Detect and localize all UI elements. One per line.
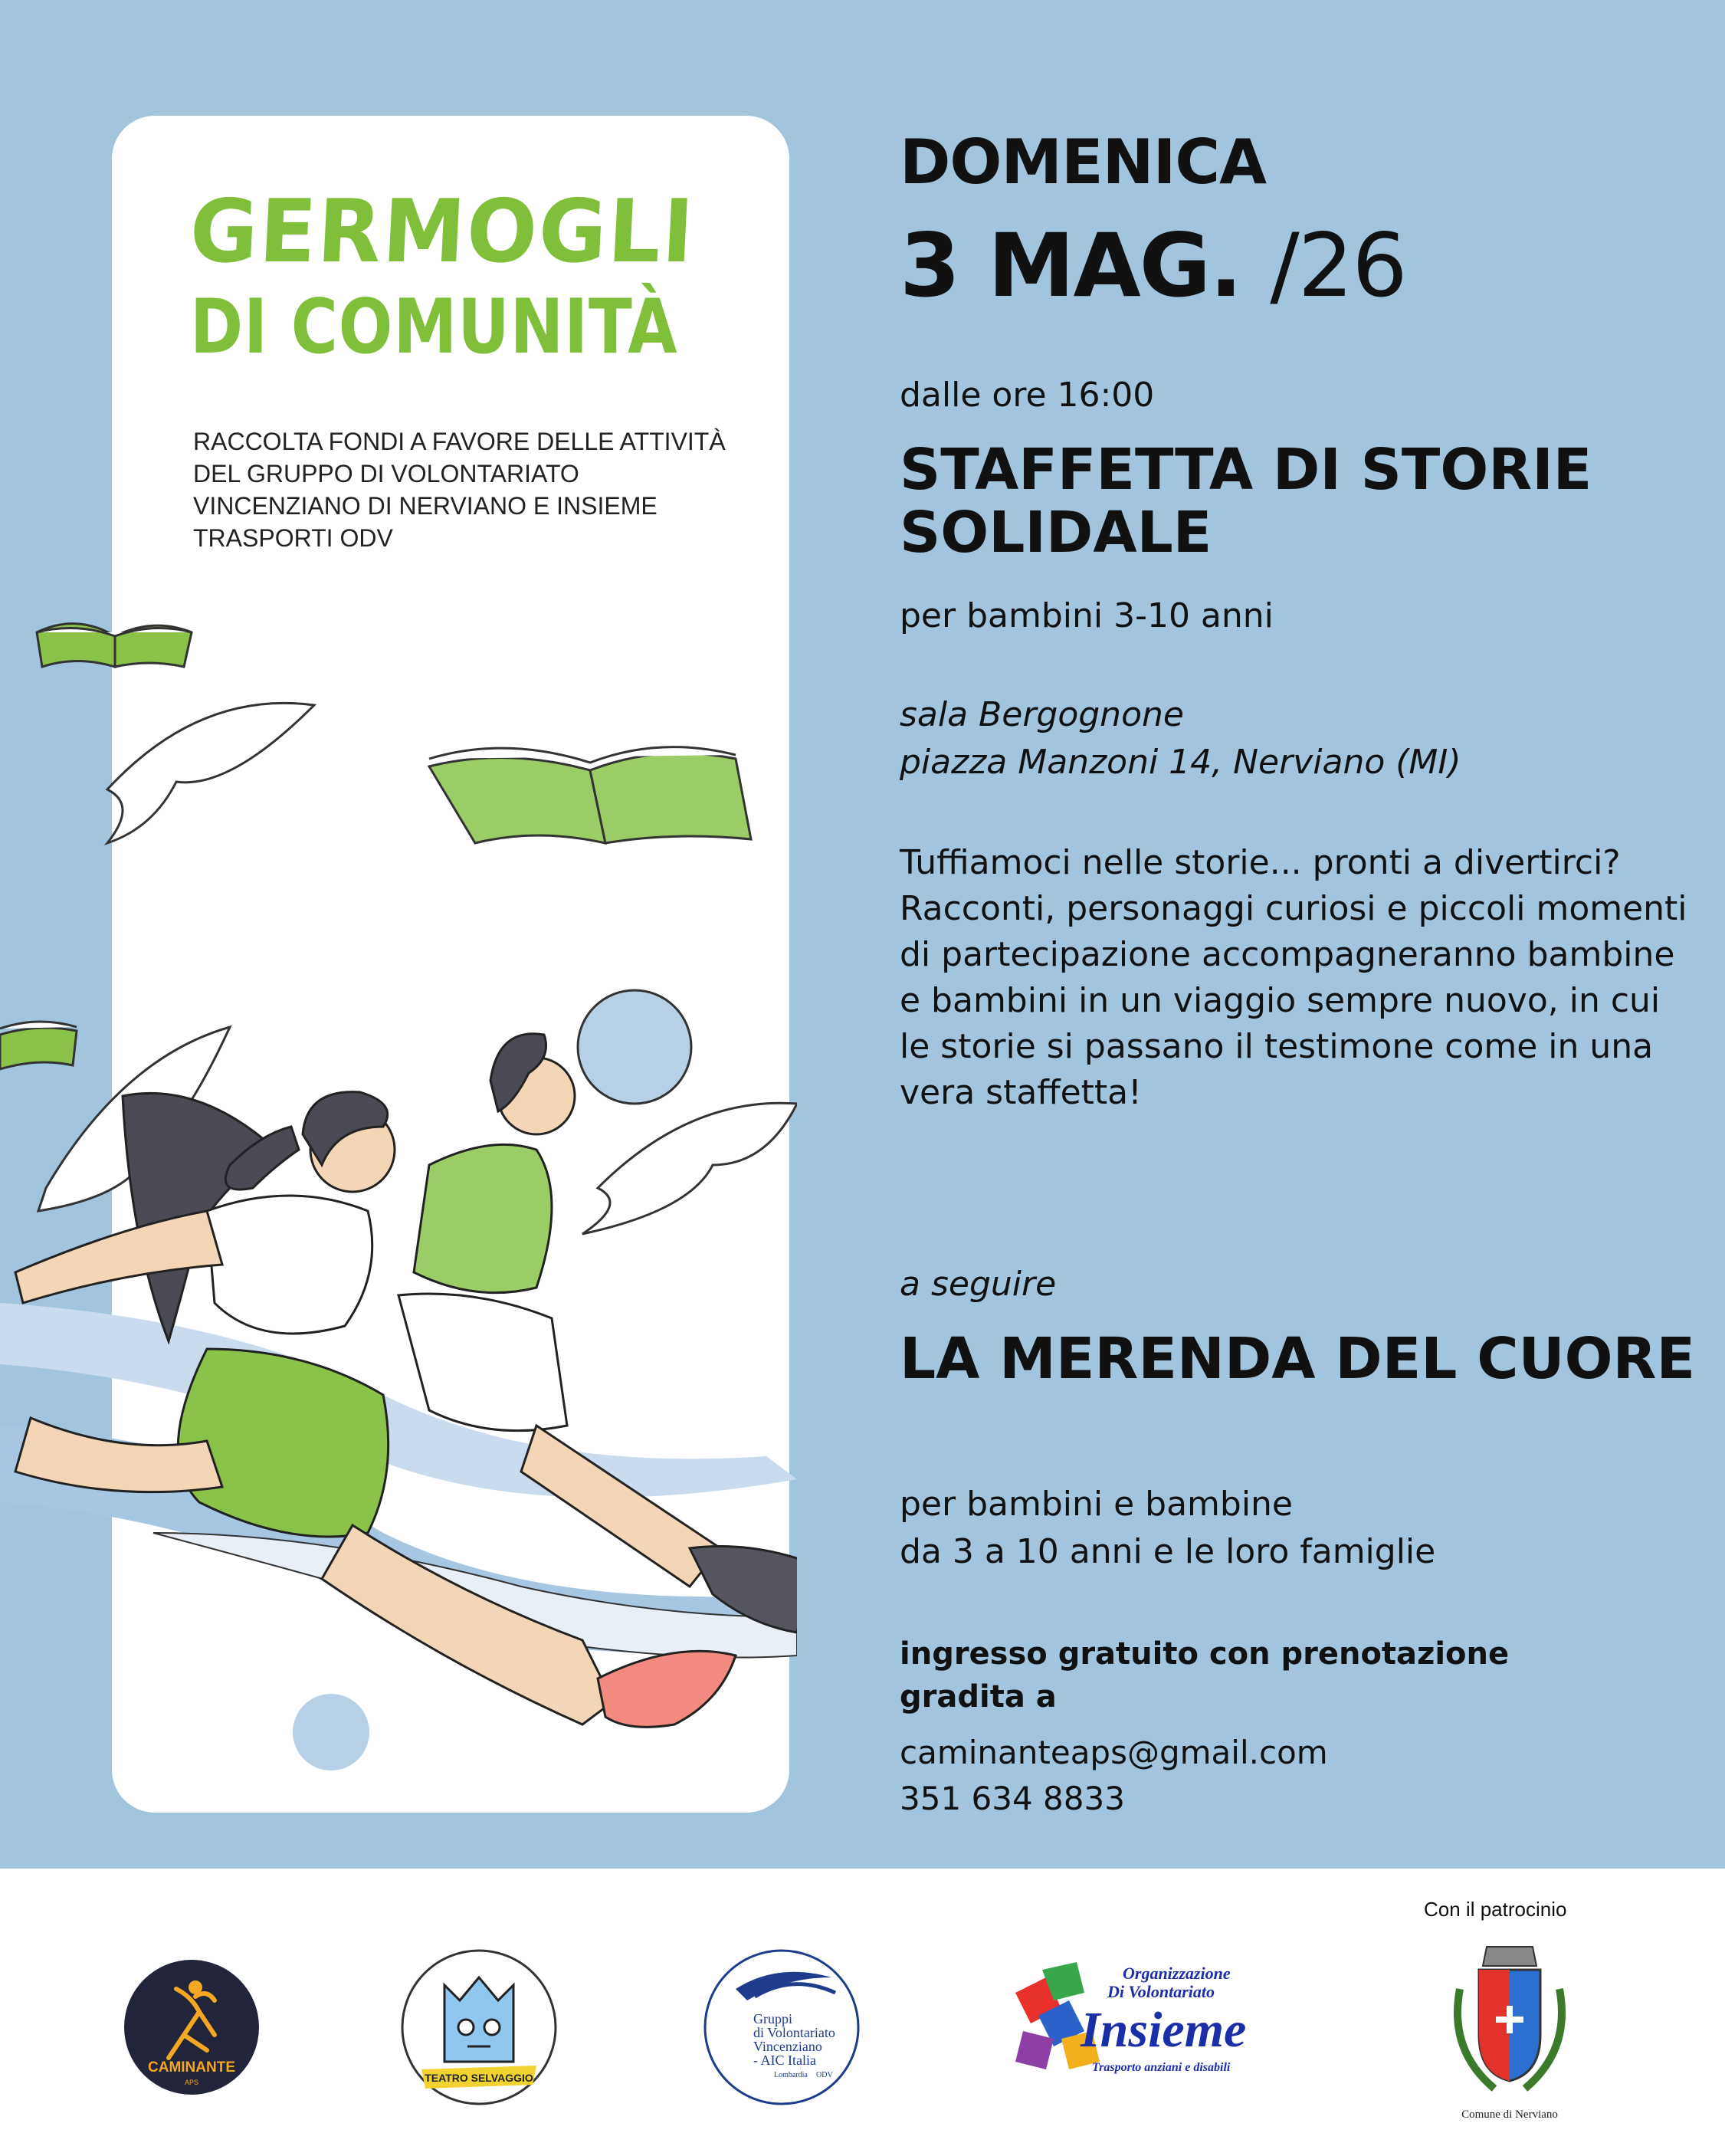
event-location	[900, 691, 1461, 786]
event-age-range: per bambini 3-10 anni	[900, 596, 1274, 635]
flying-book-icon	[0, 1022, 77, 1069]
event-audience	[900, 1481, 1666, 1576]
insieme-top-1: Organizzazione	[1123, 1964, 1231, 1983]
gruppi-line-1: Gruppi	[753, 2011, 792, 2026]
event-date-day: 3 MAG.	[900, 215, 1271, 317]
decor-circle	[293, 1694, 369, 1770]
fundraising-subtitle: RACCOLTA FONDI A FAVORE DELLE ATTIVITÀ DEL GRUPPO DI VOLONTARIATO VINCENZIANO DI NERVIANO E INSIEME TRASPORTI ODV	[193, 428, 726, 552]
audience-line-1: per bambini e bambine	[900, 1485, 1294, 1524]
caminante-logo-sub: APS	[184, 2079, 199, 2086]
event-description: Tuffiamoci nelle storie... pronti a divertirci? Racconti, personaggi curiosi e piccoli momenti di partecipazione accompagneranno bambine e bambini in un viaggio sempre nuovo, in cui le storie si passano il testimone come in una vera staffetta!	[900, 843, 1687, 1112]
patronage-label: Con il patrocinio	[1424, 1898, 1567, 1921]
paper-ribbon	[107, 703, 314, 843]
event-date	[900, 215, 1406, 317]
contact-phone[interactable]: 351 634 8833	[900, 1780, 1125, 1817]
title-germogli: GERMOGLI	[187, 181, 697, 283]
contact-email[interactable]: caminanteaps@gmail.com	[900, 1734, 1328, 1771]
comune-label: Comune di Nerviano	[1461, 2108, 1558, 2121]
event-year: /26	[1270, 215, 1406, 317]
flying-book-icon	[37, 624, 192, 667]
insieme-logo	[1008, 1947, 1284, 2100]
teatro-logo-text: TEATRO SELVAGGIO	[425, 2072, 533, 2084]
follow-label: a seguire	[900, 1265, 1057, 1304]
entry-info: ingresso gratuito con prenotazione gradita a	[900, 1636, 1510, 1715]
event-title-staffetta: STAFFETTA DI STORIE SOLIDALE	[900, 437, 1592, 566]
gruppi-line-3: Vincenziano	[753, 2039, 822, 2054]
caminante-logo	[123, 1958, 261, 2096]
venue-name: sala Bergognone	[900, 695, 1184, 734]
flying-book-icon	[429, 747, 751, 843]
caminante-logo-text: CAMINANTE	[148, 2059, 235, 2076]
runners-illustration	[0, 598, 797, 1793]
event-day: DOMENICA	[900, 126, 1267, 198]
insieme-name: Insieme	[1081, 2002, 1247, 2058]
comune-nerviano-crest	[1441, 1935, 1579, 2127]
gruppi-line-6: ODV	[816, 2071, 833, 2079]
insieme-top-2: Di Volontariato	[1107, 1982, 1215, 2001]
gruppi-line-5: Lombardia	[774, 2071, 808, 2079]
gruppi-vincenziano-logo	[701, 1947, 862, 2108]
gruppi-line-2: di Volontariato	[753, 2025, 835, 2040]
paper-ribbon	[582, 1103, 797, 1234]
teatro-selvaggio-logo	[398, 1947, 559, 2108]
title-di-comunita: DI COMUNITÀ	[190, 284, 678, 371]
audience-line-2: da 3 a 10 anni e le loro famiglie	[900, 1532, 1436, 1571]
insieme-sub: Trasporto anziani e disabili	[1092, 2061, 1231, 2074]
decor-circle	[578, 990, 691, 1104]
event-title-merenda: LA MERENDA DEL CUORE	[900, 1326, 1696, 1392]
venue-address: piazza Manzoni 14, Nerviano (MI)	[900, 743, 1461, 782]
event-time: dalle ore 16:00	[900, 376, 1155, 415]
gruppi-line-4: - AIC Italia	[753, 2053, 816, 2068]
